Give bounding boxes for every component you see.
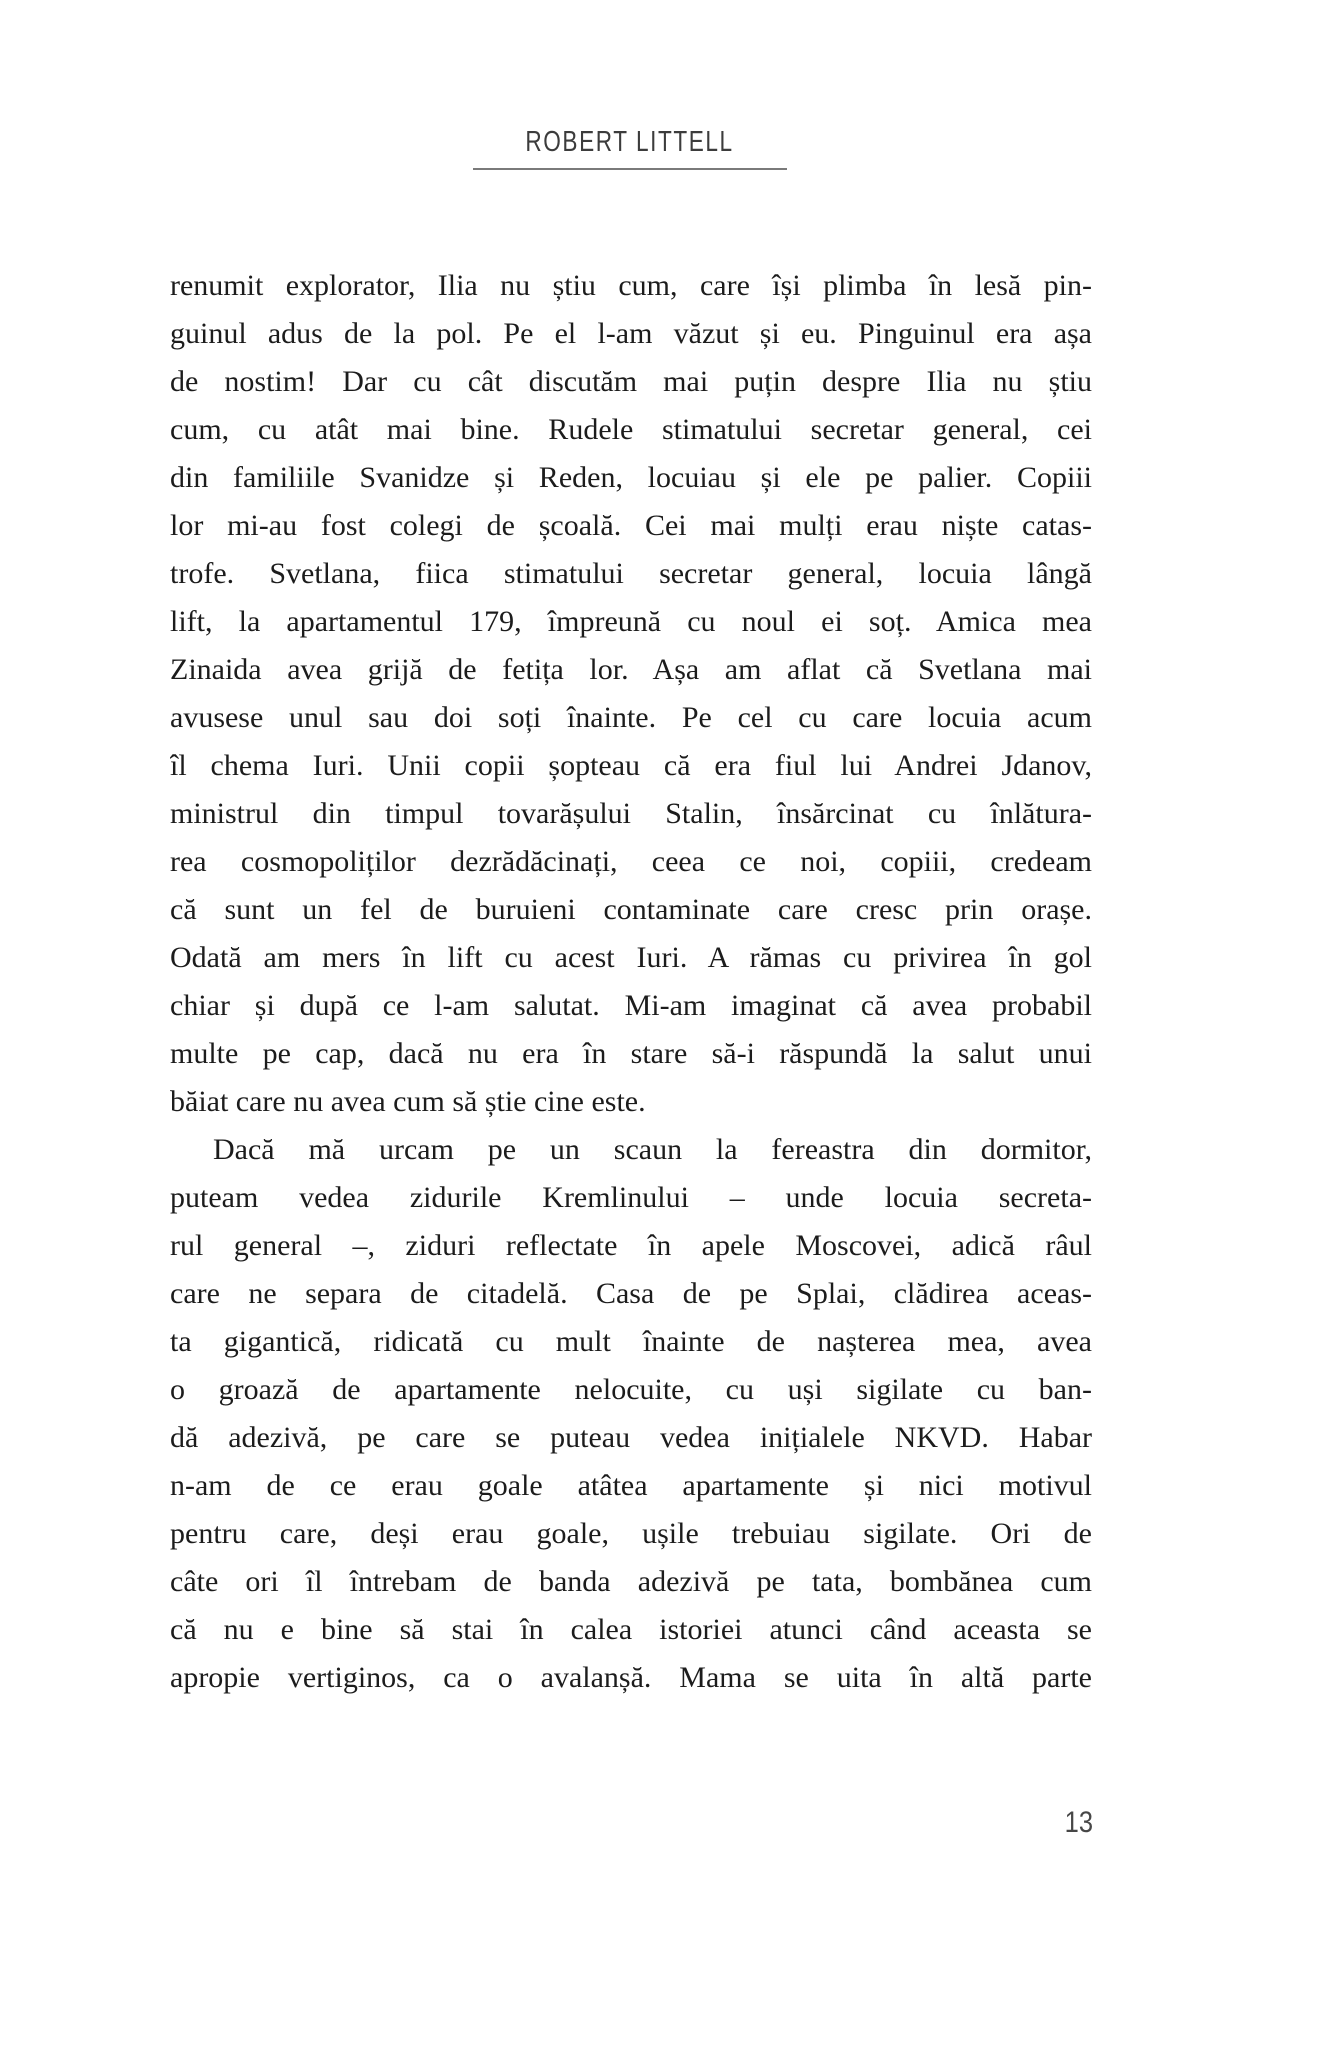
text-line: ministrul din timpul tovarășului Stalin, însărcinat cu înlătura- [170, 797, 1092, 830]
body-text [170, 262, 1092, 1702]
text-line: avusese unul sau doi soți înainte. Pe cel cu care locuia acum [170, 701, 1092, 734]
text-line: lift, la apartamentul 179, împreună cu noul ei soț. Amica mea [170, 605, 1092, 638]
text-line-paragraph-start: Dacă mă urcam pe un scaun la fereastra din dormitor, [213, 1133, 1092, 1166]
text-line: multe pe cap, dacă nu era în stare să-i răspundă la salut unui [170, 1037, 1092, 1070]
text-line: rea cosmopoliților dezrădăcinați, ceea ce noi, copiii, credeam [170, 845, 1092, 878]
text-line: chiar și după ce l-am salutat. Mi-am imaginat că avea probabil [170, 989, 1092, 1022]
page-number: 13 [1064, 1806, 1093, 1839]
running-header [473, 118, 787, 170]
text-line: îl chema Iuri. Unii copii șopteau că era fiul lui Andrei Jdanov, [170, 749, 1092, 782]
text-line: puteam vedea zidurile Kremlinului – unde locuia secreta- [170, 1181, 1092, 1214]
text-line: Odată am mers în lift cu acest Iuri. A rămas cu privirea în gol [170, 941, 1092, 974]
text-line: renumit explorator, Ilia nu știu cum, care își plimba în lesă pin- [170, 269, 1092, 302]
running-header-author: ROBERT LITTELL [525, 126, 735, 158]
text-line: o groază de apartamente nelocuite, cu uși sigilate cu ban- [170, 1373, 1092, 1406]
text-line: din familiile Svanidze și Reden, locuiau și ele pe palier. Copiii [170, 461, 1092, 494]
text-line: trofe. Svetlana, fiica stimatului secretar general, locuia lângă [170, 557, 1092, 590]
text-line: dă adezivă, pe care se puteau vedea inițialele NKVD. Habar [170, 1421, 1092, 1454]
text-line: că sunt un fel de buruieni contaminate care cresc prin orașe. [170, 893, 1092, 926]
text-line: n-am de ce erau goale atâtea apartamente și nici motivul [170, 1469, 1092, 1502]
text-line: câte ori îl întrebam de banda adezivă pe tata, bombănea cum [170, 1565, 1092, 1598]
text-line-paragraph-end: băiat care nu avea cum să știe cine este. [170, 1085, 646, 1118]
text-line: guinul adus de la pol. Pe el l-am văzut și eu. Pinguinul era așa [170, 317, 1092, 350]
text-line: ta gigantică, ridicată cu mult înainte de nașterea mea, avea [170, 1325, 1092, 1358]
text-line: rul general –, ziduri reflectate în apele Moscovei, adică râul [170, 1229, 1092, 1262]
text-line: lor mi-au fost colegi de școală. Cei mai mulți erau niște catas- [170, 509, 1092, 542]
text-line: apropie vertiginos, ca o avalanșă. Mama se uita în altă parte [170, 1661, 1092, 1694]
text-line: cum, cu atât mai bine. Rudele stimatului secretar general, cei [170, 413, 1092, 446]
text-line: că nu e bine să stai în calea istoriei atunci când aceasta se [170, 1613, 1092, 1646]
text-line: Zinaida avea grijă de fetița lor. Așa am aflat că Svetlana mai [170, 653, 1092, 686]
text-line: de nostim! Dar cu cât discutăm mai puțin despre Ilia nu știu [170, 365, 1092, 398]
text-line: care ne separa de citadelă. Casa de pe Splai, clădirea aceas- [170, 1277, 1092, 1310]
text-line: pentru care, deși erau goale, ușile trebuiau sigilate. Ori de [170, 1517, 1092, 1550]
